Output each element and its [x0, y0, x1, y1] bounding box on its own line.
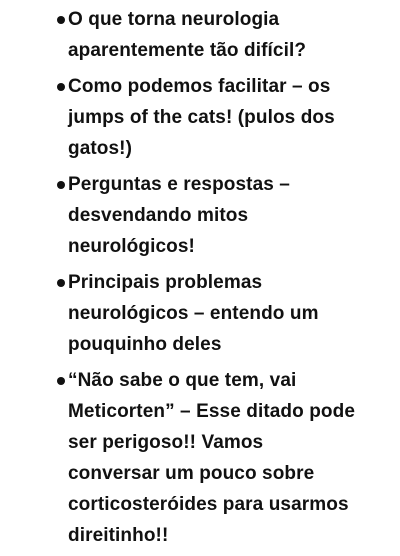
list-item-text: Perguntas e respostas – desvendando mitos neurológicos!: [68, 174, 290, 257]
bullet-icon: [57, 16, 65, 24]
list-item: [0, 71, 400, 164]
list-item-text: “Não sabe o que tem, vai Meticorten” – Esse ditado pode ser perigoso!! Vamos conversar um pouco sobre corticosteróides para usarmos direitinho!!: [68, 370, 355, 546]
list-item-text: O que torna neurologia aparentemente tão difícil?: [68, 9, 307, 61]
list-item: [0, 267, 400, 360]
list-item-text: Como podemos facilitar – os jumps of the cats! (pulos dos gatos!): [68, 76, 335, 159]
bullet-icon: [57, 279, 65, 287]
bullet-icon: [57, 377, 65, 385]
list-item-text: Principais problemas neurológicos – entendo um pouquinho deles: [68, 272, 319, 355]
list-item: [0, 4, 400, 66]
list-item: [0, 365, 400, 551]
bullet-icon: [57, 181, 65, 189]
topic-list: [0, 4, 400, 556]
bullet-icon: [57, 83, 65, 91]
list-item: [0, 169, 400, 262]
